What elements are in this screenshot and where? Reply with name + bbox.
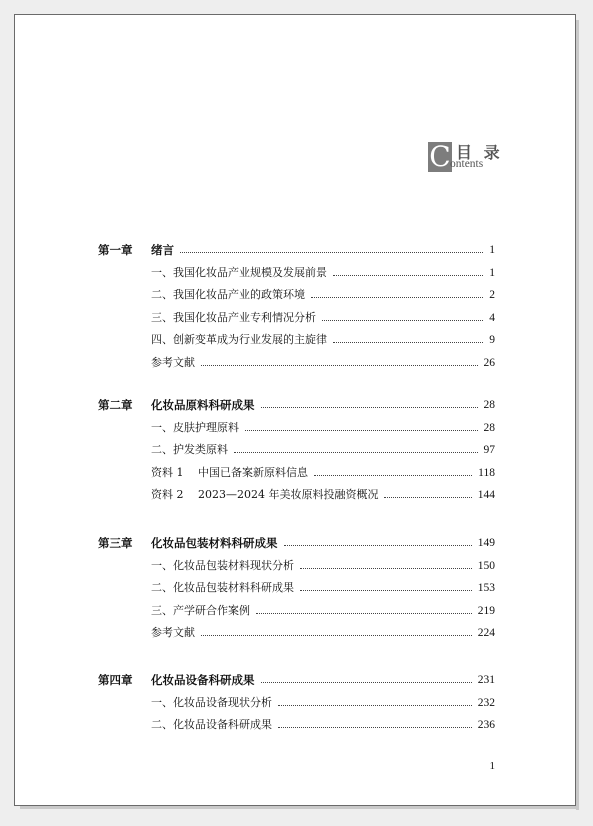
entry-title: 一、化妆品设备现状分析 [151,695,272,709]
dot-leader [245,430,478,431]
toc-entry-row[interactable] [15,355,577,371]
toc-entry-row[interactable] [15,625,577,641]
entry-page: 232 [477,696,495,709]
chapter-title: 绪言 [151,243,174,257]
page-shadow-right [576,20,579,810]
dot-leader [256,613,472,614]
toc-entry-row[interactable] [15,558,577,574]
entry-page: 1 [489,266,495,279]
dot-leader [300,590,472,591]
toc-entry-row[interactable] [15,580,577,596]
entry-title: 二、护发类原料 [151,443,228,457]
toc-entry-row[interactable] [15,695,577,711]
entry-page: 118 [478,466,495,479]
chapter-title: 化妆品设备科研成果 [151,673,255,687]
entry-title: 中国已备案新原料信息 [198,465,308,479]
chapter-page: 231 [477,674,495,686]
entry-title: 二、化妆品设备科研成果 [151,718,272,732]
dot-leader [314,475,472,476]
toc-chapter-row[interactable] [15,535,577,551]
entry-page: 97 [483,444,495,457]
entry-title: 参考文献 [151,626,195,640]
dot-leader [311,297,483,298]
toc-entry-row[interactable] [15,603,577,619]
toc-entry-row[interactable] [15,465,577,481]
toc-chapter-row[interactable] [15,672,577,688]
page-shadow-bottom [20,806,579,809]
dot-leader [300,568,472,569]
entry-label: 资料 1 [151,465,184,479]
dot-leader [261,407,478,408]
contents-logo-letter: C [429,140,451,173]
entry-page: 2 [489,289,495,302]
entry-title: 三、我国化妆品产业专利情况分析 [151,310,316,324]
toc-entry-row[interactable] [15,265,577,281]
toc-chapter-row[interactable] [15,397,577,413]
entry-page: 26 [483,357,495,369]
dot-leader [180,252,483,253]
chapter-title: 化妆品包装材料科研成果 [151,536,278,550]
entry-label: 资料 2 [151,488,184,502]
dot-leader [333,342,483,343]
entry-title: 二、我国化妆品产业的政策环境 [151,288,305,302]
entry-page: 219 [477,604,495,617]
chapter-number: 第一章 [98,243,133,257]
toc-entry-row[interactable] [15,310,577,326]
chapter-number: 第四章 [98,673,133,687]
toc-entry-row[interactable] [15,487,577,503]
chapter-number: 第二章 [98,398,133,412]
dot-leader [278,705,472,706]
entry-page: 4 [489,311,495,324]
entry-title: 四、创新变革成为行业发展的主旋律 [151,333,327,347]
entry-page: 224 [477,627,495,640]
entry-page: 9 [489,334,495,347]
dot-leader [234,452,478,453]
entry-page: 150 [477,559,495,572]
toc-chapter-row[interactable] [15,242,577,258]
entry-page: 28 [483,421,495,434]
chapter-title: 化妆品原料科研成果 [151,398,255,412]
entry-page: 153 [477,582,495,595]
entry-title: 参考文献 [151,356,195,369]
document-page [14,14,576,806]
entry-title: 二、化妆品包装材料科研成果 [151,581,294,595]
contents-title: 目 录 [456,143,503,162]
entry-title: 一、皮肤护理原料 [151,420,239,434]
entry-page: 236 [477,719,495,732]
contents-logo [428,142,508,178]
dot-leader [201,365,478,366]
toc-entry-row[interactable] [15,287,577,303]
entry-title: 一、化妆品包装材料现状分析 [151,558,294,572]
toc-entry-row[interactable] [15,420,577,436]
contents-subtitle: ontents [450,158,484,170]
toc-entry-row[interactable] [15,442,577,458]
entry-page: 144 [477,489,495,502]
entry-title: 三、产学研合作案例 [151,603,250,617]
entry-title: 2023—2024 年美妆原料投融资概况 [198,488,379,502]
dot-leader [322,320,483,321]
dot-leader [201,635,472,636]
entry-title: 一、我国化妆品产业规模及发展前景 [151,265,327,279]
dot-leader [284,545,472,546]
toc-entry-row[interactable] [15,332,577,348]
page-number: 1 [489,760,495,772]
dot-leader [278,727,472,728]
chapter-page: 1 [489,244,495,256]
toc-entry-row[interactable] [15,717,577,733]
dot-leader [384,497,472,498]
dot-leader [333,275,483,276]
chapter-number: 第三章 [98,536,133,550]
chapter-page: 149 [477,537,495,549]
chapter-page: 28 [483,399,495,411]
dot-leader [261,682,472,683]
